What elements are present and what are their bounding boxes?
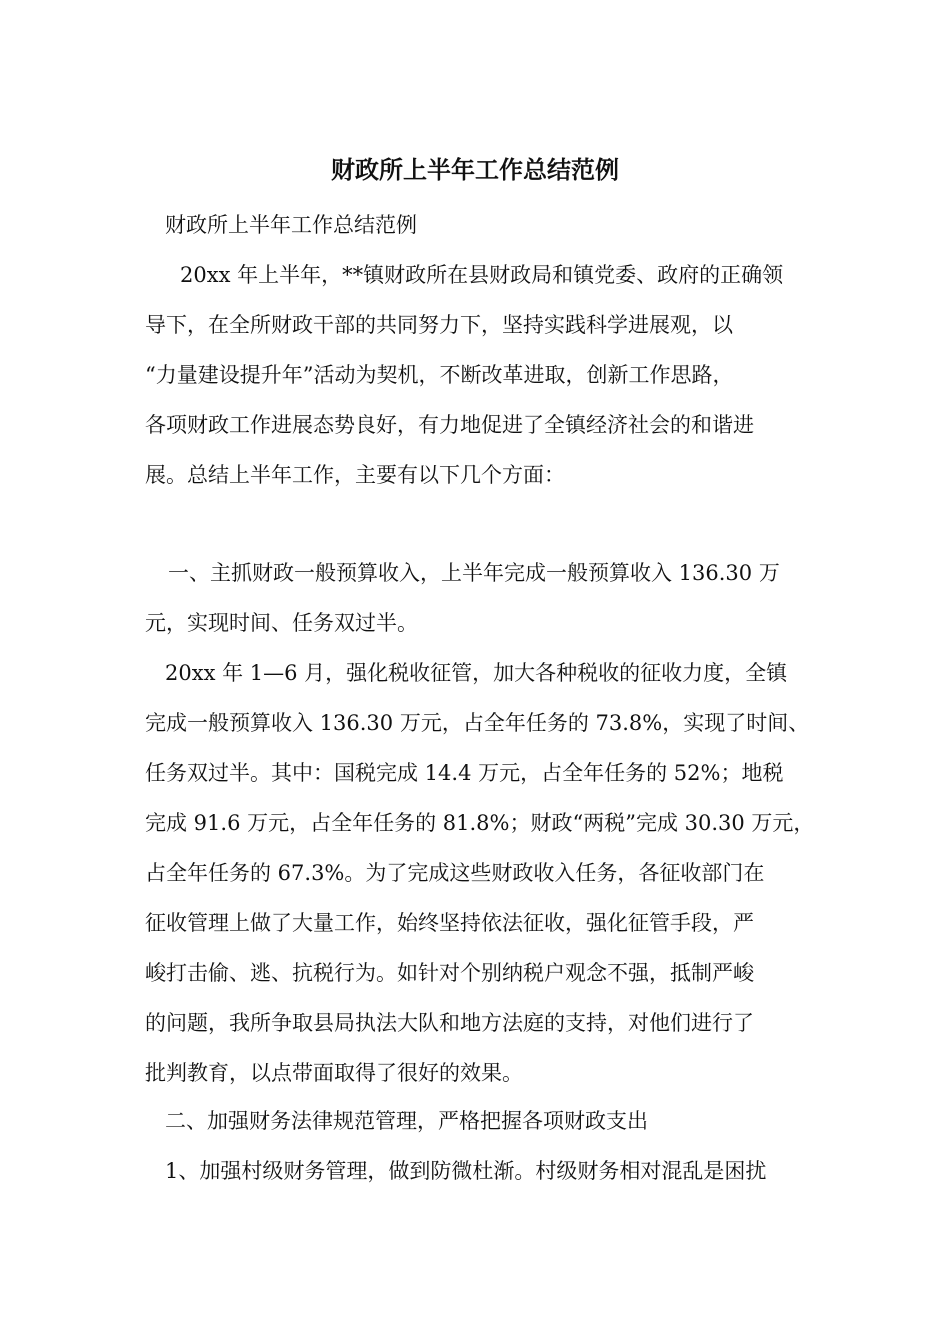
paragraph-line: 完成 91.6 万元，占全年任务的 81.8%；财政“两税”完成 30.30 万元， [145, 811, 815, 835]
paragraph-line: 导下，在全所财政干部的共同努力下，坚持实践科学进展观，以 [145, 313, 733, 337]
paragraph-line: 20xx 年 1—6 月，强化税收征管，加大各种税收的征收力度，全镇 [165, 661, 788, 685]
paragraph-line: 各项财政工作进展态势良好，有力地促进了全镇经济社会的和谐进 [145, 413, 754, 437]
paragraph-line: 批判教育，以点带面取得了很好的效果。 [145, 1061, 523, 1085]
paragraph-line: 任务双过半。其中：国税完成 14.4 万元，占全年任务的 52%；地税 [145, 761, 784, 785]
paragraph-line: 占全年任务的 67.3%。为了完成这些财政收入任务，各征收部门在 [145, 861, 765, 885]
paragraph-line: 征收管理上做了大量工作，始终坚持依法征收，强化征管手段，严 [145, 911, 754, 935]
section-heading: 一、主抓财政一般预算收入，上半年完成一般预算收入 136.30 万 [168, 561, 780, 585]
document-title: 财政所上半年工作总结范例 [331, 155, 619, 184]
paragraph-line: 展。总结上半年工作，主要有以下几个方面： [145, 463, 565, 487]
document-subtitle: 财政所上半年工作总结范例 [165, 213, 417, 237]
paragraph-line: 峻打击偷、逃、抗税行为。如针对个别纳税户观念不强，抵制严峻 [145, 961, 754, 985]
paragraph-line: 20xx 年上半年，**镇财政所在县财政局和镇党委、政府的正确领 [180, 263, 784, 287]
section-heading: 二、加强财务法律规范管理，严格把握各项财政支出 [165, 1109, 648, 1133]
paragraph-line: 的问题，我所争取县局执法大队和地方法庭的支持，对他们进行了 [145, 1011, 754, 1035]
paragraph-line: 完成一般预算收入 136.30 万元，占全年任务的 73.8%，实现了时间、 [145, 711, 810, 735]
paragraph-line: “力量建设提升年”活动为契机，不断改革进取，创新工作思路， [145, 363, 734, 387]
paragraph-line: 1、加强村级财务管理，做到防微杜渐。村级财务相对混乱是困扰 [165, 1159, 767, 1183]
paragraph-line: 元，实现时间、任务双过半。 [145, 611, 418, 635]
